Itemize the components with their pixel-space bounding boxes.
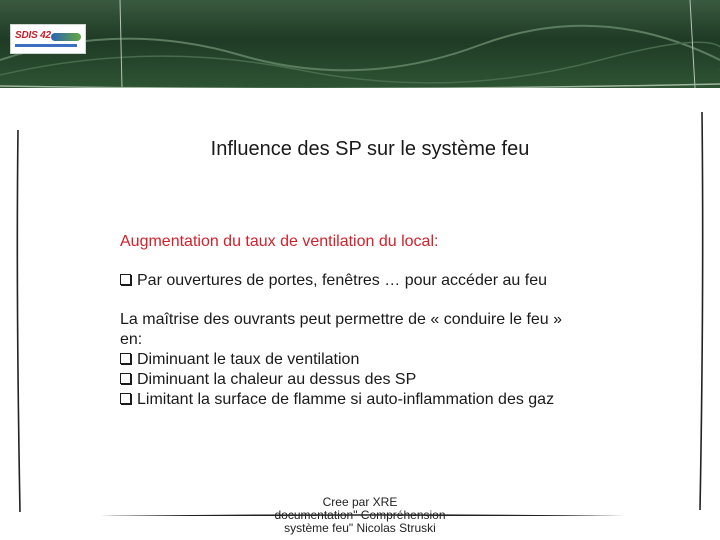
sub-bullet-text: Diminuant la chaleur au dessus des SP (137, 371, 417, 388)
sub-bullet-text: Limitant la surface de flamme si auto-inflammation des gaz (137, 391, 555, 408)
checkbox-bullet-icon (120, 393, 131, 404)
sub-bullet-text: Diminuant le taux de ventilation (137, 351, 360, 368)
logo-text: SDIS 42 (15, 30, 51, 41)
sdis-logo (10, 24, 86, 54)
footer-line-1: Cree par XRE (322, 495, 398, 509)
logo-stripe (51, 33, 81, 41)
bullet-item-1 (120, 271, 640, 291)
slide-content (120, 232, 640, 410)
header-decoration (0, 0, 720, 88)
sub-bullet-item (120, 390, 640, 410)
footer-line-3: système feu" Nicolas Struski (284, 521, 436, 535)
sub-bullet-item (120, 370, 640, 390)
footer-line-2: documentation" Compréhension (274, 508, 446, 522)
bullet-text-1: Par ouvertures de portes, fenêtres … pour accéder au feu (137, 272, 548, 289)
logo-underline (15, 44, 77, 47)
sub-bullet-item (120, 350, 640, 370)
slide-title: Influence des SP sur le système feu (210, 138, 530, 160)
footer-credit (250, 496, 470, 535)
paragraph-line-2: en: (120, 331, 143, 348)
header-band (0, 0, 720, 88)
checkbox-bullet-icon (120, 353, 131, 364)
content-heading: Augmentation du taux de ventilation du local: (120, 233, 439, 250)
checkbox-bullet-icon (120, 274, 131, 285)
paragraph-line-1: La maîtrise des ouvrants peut permettre de « conduire le feu » (120, 311, 563, 328)
checkbox-bullet-icon (120, 373, 131, 384)
